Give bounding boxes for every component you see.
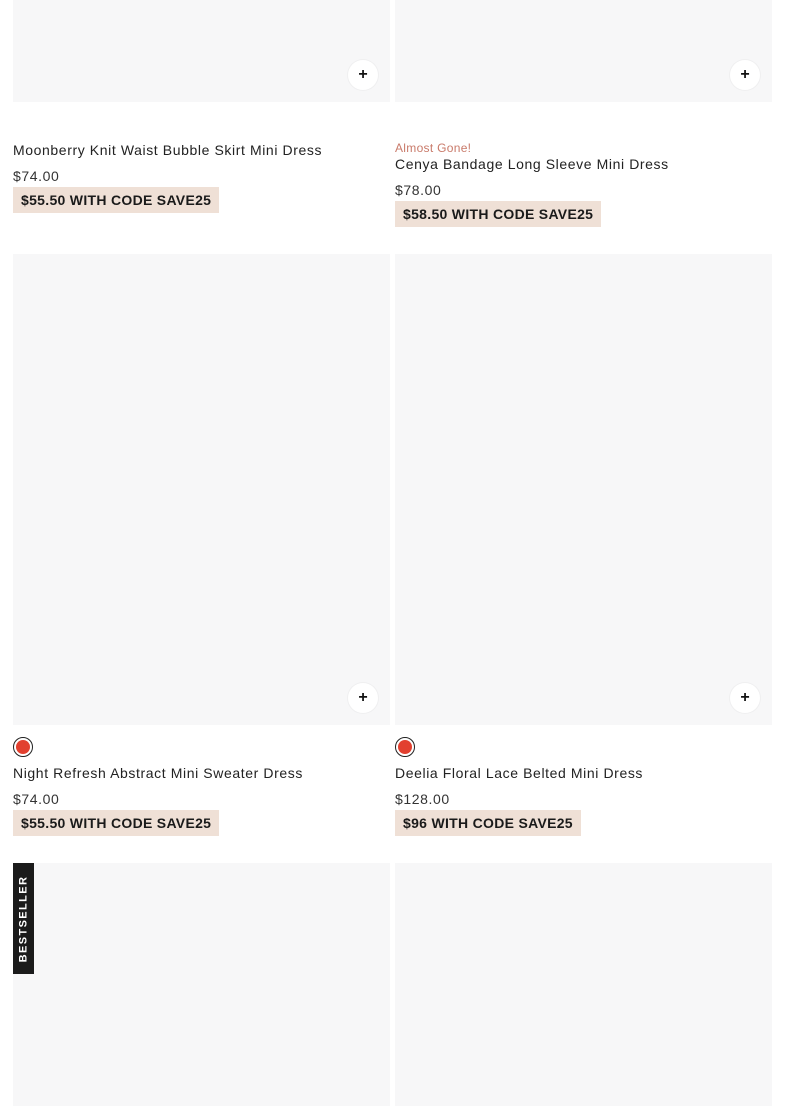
product-price: $74.00: [13, 168, 60, 184]
product-image[interactable]: [395, 0, 772, 102]
product-title[interactable]: Moonberry Knit Waist Bubble Skirt Mini Dress: [13, 142, 323, 158]
product-image[interactable]: [13, 0, 390, 102]
quick-add-button[interactable]: +: [730, 60, 760, 90]
color-swatch[interactable]: [395, 737, 415, 757]
product-price: $128.00: [395, 791, 450, 807]
product-image[interactable]: [13, 254, 390, 725]
product-price: $78.00: [395, 182, 442, 198]
product-title[interactable]: Night Refresh Abstract Mini Sweater Dress: [13, 765, 303, 781]
swatch-color-dot: [398, 740, 412, 754]
product-image[interactable]: [395, 863, 772, 1106]
quick-add-button[interactable]: +: [348, 60, 378, 90]
stock-status-badge: Almost Gone!: [395, 141, 472, 155]
product-title[interactable]: Cenya Bandage Long Sleeve Mini Dress: [395, 156, 669, 172]
quick-add-button[interactable]: +: [730, 683, 760, 713]
product-image[interactable]: [13, 863, 390, 1106]
bestseller-label: BESTSELLER: [17, 875, 30, 962]
promo-price-badge: $96 WITH CODE SAVE25: [395, 810, 581, 836]
product-title[interactable]: Deelia Floral Lace Belted Mini Dress: [395, 765, 644, 781]
color-swatch[interactable]: [13, 737, 33, 757]
promo-price-badge: $55.50 WITH CODE SAVE25: [13, 187, 219, 213]
promo-price-badge: $58.50 WITH CODE SAVE25: [395, 201, 601, 227]
quick-add-button[interactable]: +: [348, 683, 378, 713]
swatch-color-dot: [16, 740, 30, 754]
bestseller-badge: [13, 863, 34, 974]
promo-price-badge: $55.50 WITH CODE SAVE25: [13, 810, 219, 836]
product-price: $74.00: [13, 791, 60, 807]
product-image[interactable]: [395, 254, 772, 725]
